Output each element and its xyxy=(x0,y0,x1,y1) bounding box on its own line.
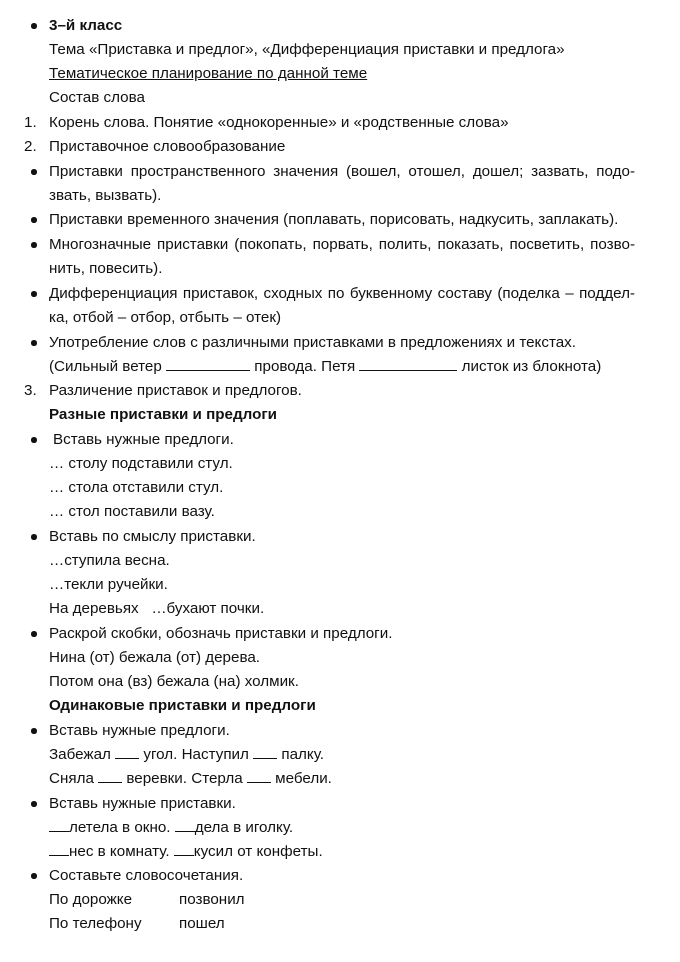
exercise-line: … стол поставили вазу. xyxy=(49,503,215,520)
different-heading: Разные приставки и предлоги xyxy=(49,406,278,423)
exercise-line: Нина (от) бежала (от) дерева. xyxy=(49,649,261,666)
bullet-marker xyxy=(30,235,40,255)
bullet-marker xyxy=(30,162,40,182)
fill-blank xyxy=(49,818,69,832)
exercise-line xyxy=(49,745,324,765)
fill-blank xyxy=(115,745,139,759)
bullet-marker xyxy=(30,16,40,36)
exercise-text: кусил от конфеты. xyxy=(193,843,323,860)
exercise-text: Сняла xyxy=(49,770,94,787)
bullet-usage-line-2 xyxy=(49,357,601,377)
bullet-marker xyxy=(30,721,40,741)
exercise-line: …текли ручейки. xyxy=(49,576,168,593)
fill-blank xyxy=(174,842,194,856)
fill-blank xyxy=(98,769,122,783)
phrase-right: позвонил xyxy=(179,891,245,908)
exercise-text: …бухают почки. xyxy=(151,600,265,617)
list-number: 2. xyxy=(24,138,37,155)
bullet-polysemous-line-1: Многозначные приставки (покопать, порвать, полить, показать, посветить, позво- xyxy=(49,236,635,253)
same-heading: Одинаковые приставки и предлоги xyxy=(49,697,316,714)
exercise-line: Потом она (вз) бежала (на) холмик. xyxy=(49,673,299,690)
fill-blank xyxy=(175,818,195,832)
list-number: 1. xyxy=(24,114,37,131)
exercise-text: веревки. Стерла xyxy=(126,770,243,787)
exercise-line: … столу подставили стул. xyxy=(49,455,233,472)
bullet-spatial-line-1: Приставки пространственного значения (вошел, отошел, дошел; зазвать, подо- xyxy=(49,163,635,180)
grade-heading: 3–й класс xyxy=(49,17,123,34)
bullet-marker xyxy=(30,430,40,450)
bullet-usage-line-1: Употребление слов с различными приставками в предложениях и текстах. xyxy=(49,334,576,351)
fill-blank xyxy=(253,745,277,759)
numbered-item-2: Приставочное словообразование xyxy=(49,138,286,155)
bullet-differentiation-line-2: ка, отбой – отбор, отбыть – отек) xyxy=(49,309,282,326)
exercise-text: На деревьях xyxy=(49,600,139,617)
planning-line: Тематическое планирование по данной теме xyxy=(49,65,368,82)
task-insert-prepositions: Вставь нужные предлоги. xyxy=(53,431,234,448)
exercise-line: …ступила весна. xyxy=(49,552,170,569)
bullet-spatial-line-2: звать, вызвать). xyxy=(49,187,162,204)
fill-blank xyxy=(359,357,457,371)
task-open-brackets: Раскрой скобки, обозначь приставки и предлоги. xyxy=(49,625,393,642)
exercise-line xyxy=(49,599,264,619)
bullet-marker xyxy=(30,210,40,230)
bullet-marker xyxy=(30,866,40,886)
phrase-pair xyxy=(49,890,309,910)
usage-text-b: провода. Петя xyxy=(254,358,356,375)
exercise-text: нес в комнату. xyxy=(69,843,170,860)
fill-blank xyxy=(247,769,271,783)
bullet-differentiation-line-1: Дифференциация приставок, сходных по буквенному составу (поделка – поддел- xyxy=(49,285,635,302)
task-insert-prefixes: Вставь нужные приставки. xyxy=(49,795,236,812)
exercise-text: дела в иголку. xyxy=(194,819,294,836)
bullet-marker xyxy=(30,284,40,304)
fill-blank xyxy=(49,842,69,856)
bullet-marker xyxy=(30,527,40,547)
task-insert-prefixes: Вставь по смыслу приставки. xyxy=(49,528,256,545)
exercise-line xyxy=(49,769,332,789)
exercise-line xyxy=(49,842,323,862)
exercise-text: Забежал xyxy=(49,746,111,763)
phrase-pair xyxy=(49,914,309,934)
phrase-left: По дорожке xyxy=(49,891,133,908)
exercise-text: летела в окно. xyxy=(69,819,171,836)
fill-blank xyxy=(166,357,250,371)
composition-line: Состав слова xyxy=(49,89,145,106)
bullet-polysemous-line-2: нить, повесить). xyxy=(49,260,163,277)
exercise-text: угол. Наступил xyxy=(143,746,249,763)
numbered-item-1: Корень слова. Понятие «однокоренные» и «родственные слова» xyxy=(49,114,509,131)
phrase-right: пошел xyxy=(179,915,225,932)
numbered-item-3: Различение приставок и предлогов. xyxy=(49,382,302,399)
bullet-temporal: Приставки временного значения (поплавать, порисовать, надкусить, заплакать). xyxy=(49,211,619,228)
exercise-text: палку. xyxy=(281,746,324,763)
bullet-marker xyxy=(30,794,40,814)
task-make-phrases: Составьте словосочетания. xyxy=(49,867,244,884)
usage-text-c: листок из блокнота) xyxy=(461,358,602,375)
usage-text-a: (Сильный ветер xyxy=(49,358,162,375)
task-insert-prepositions: Вставь нужные предлоги. xyxy=(49,722,230,739)
exercise-line: … стола отставили стул. xyxy=(49,479,224,496)
list-number: 3. xyxy=(24,382,37,399)
exercise-text: мебели. xyxy=(275,770,332,787)
bullet-marker xyxy=(30,333,40,353)
phrase-left: По телефону xyxy=(49,915,142,932)
exercise-line xyxy=(49,818,293,838)
topic-line: Тема «Приставка и предлог», «Дифференциация приставки и предлога» xyxy=(49,41,565,58)
bullet-marker xyxy=(30,624,40,644)
